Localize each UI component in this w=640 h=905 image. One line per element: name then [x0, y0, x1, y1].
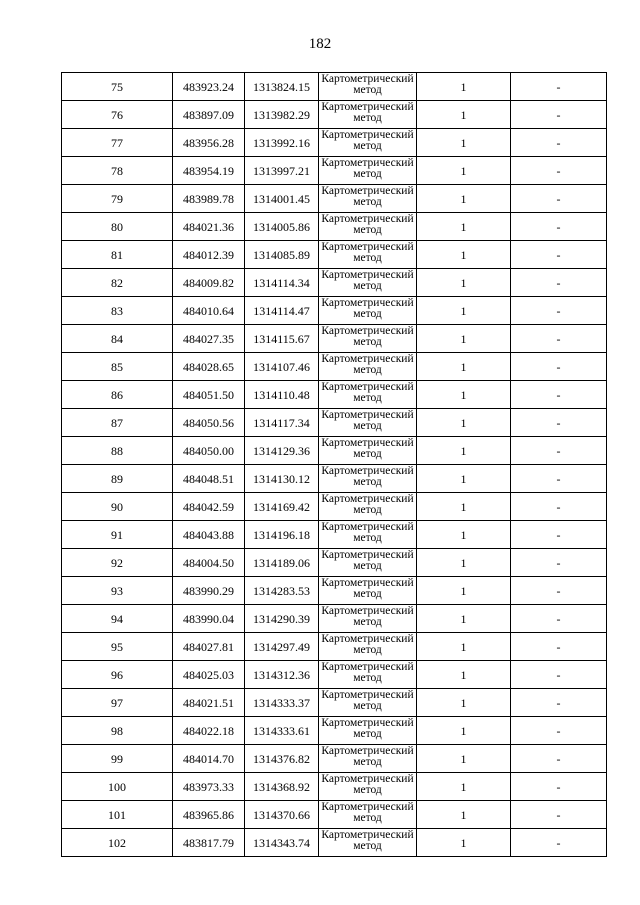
- note-cell: -: [511, 297, 607, 325]
- accuracy-cell: 1: [417, 521, 511, 549]
- accuracy-cell: 1: [417, 549, 511, 577]
- method-cell: Картометрический метод: [319, 801, 417, 829]
- point-number-cell: 85: [62, 353, 173, 381]
- table-row: [62, 437, 607, 465]
- x-coordinate-cell: 484028.65: [173, 353, 245, 381]
- accuracy-cell: 1: [417, 801, 511, 829]
- method-cell: Картометрический метод: [319, 409, 417, 437]
- accuracy-cell: 1: [417, 493, 511, 521]
- point-number-cell: 82: [62, 269, 173, 297]
- note-cell: -: [511, 185, 607, 213]
- table-row: [62, 157, 607, 185]
- y-coordinate-cell: 1314115.67: [245, 325, 319, 353]
- method-cell: Картометрический метод: [319, 297, 417, 325]
- point-number-cell: 98: [62, 717, 173, 745]
- note-cell: -: [511, 129, 607, 157]
- accuracy-cell: 1: [417, 437, 511, 465]
- point-number-cell: 80: [62, 213, 173, 241]
- accuracy-cell: 1: [417, 269, 511, 297]
- x-coordinate-cell: 484014.70: [173, 745, 245, 773]
- table-row: [62, 325, 607, 353]
- accuracy-cell: 1: [417, 717, 511, 745]
- note-cell: -: [511, 101, 607, 129]
- note-cell: -: [511, 829, 607, 857]
- x-coordinate-cell: 484050.56: [173, 409, 245, 437]
- note-cell: -: [511, 73, 607, 101]
- method-cell: Картометрический метод: [319, 661, 417, 689]
- table-row: [62, 353, 607, 381]
- note-cell: -: [511, 157, 607, 185]
- accuracy-cell: 1: [417, 353, 511, 381]
- note-cell: -: [511, 381, 607, 409]
- x-coordinate-cell: 483990.04: [173, 605, 245, 633]
- table-row: [62, 493, 607, 521]
- accuracy-cell: 1: [417, 157, 511, 185]
- y-coordinate-cell: 1314117.34: [245, 409, 319, 437]
- note-cell: -: [511, 521, 607, 549]
- point-number-cell: 99: [62, 745, 173, 773]
- note-cell: -: [511, 745, 607, 773]
- table-row: [62, 381, 607, 409]
- y-coordinate-cell: 1314107.46: [245, 353, 319, 381]
- point-number-cell: 102: [62, 829, 173, 857]
- method-cell: Картометрический метод: [319, 213, 417, 241]
- accuracy-cell: 1: [417, 129, 511, 157]
- table-row: [62, 129, 607, 157]
- method-cell: Картометрический метод: [319, 101, 417, 129]
- y-coordinate-cell: 1314283.53: [245, 577, 319, 605]
- table-row: [62, 409, 607, 437]
- method-cell: Картометрический метод: [319, 577, 417, 605]
- method-cell: Картометрический метод: [319, 465, 417, 493]
- accuracy-cell: 1: [417, 465, 511, 493]
- method-cell: Картометрический метод: [319, 493, 417, 521]
- method-cell: Картометрический метод: [319, 381, 417, 409]
- y-coordinate-cell: 1314085.89: [245, 241, 319, 269]
- x-coordinate-cell: 484010.64: [173, 297, 245, 325]
- y-coordinate-cell: 1314333.37: [245, 689, 319, 717]
- method-cell: Картометрический метод: [319, 717, 417, 745]
- accuracy-cell: 1: [417, 325, 511, 353]
- y-coordinate-cell: 1314370.66: [245, 801, 319, 829]
- table-row: [62, 269, 607, 297]
- method-cell: Картометрический метод: [319, 437, 417, 465]
- x-coordinate-cell: 483989.78: [173, 185, 245, 213]
- method-cell: Картометрический метод: [319, 549, 417, 577]
- x-coordinate-cell: 484022.18: [173, 717, 245, 745]
- x-coordinate-cell: 483923.24: [173, 73, 245, 101]
- y-coordinate-cell: 1313997.21: [245, 157, 319, 185]
- note-cell: -: [511, 241, 607, 269]
- accuracy-cell: 1: [417, 605, 511, 633]
- accuracy-cell: 1: [417, 381, 511, 409]
- page-number: 182: [308, 36, 332, 52]
- table-row: [62, 213, 607, 241]
- table-row: [62, 661, 607, 689]
- accuracy-cell: 1: [417, 409, 511, 437]
- y-coordinate-cell: 1314129.36: [245, 437, 319, 465]
- x-coordinate-cell: 483954.19: [173, 157, 245, 185]
- y-coordinate-cell: 1314196.18: [245, 521, 319, 549]
- accuracy-cell: 1: [417, 241, 511, 269]
- x-coordinate-cell: 484004.50: [173, 549, 245, 577]
- point-number-cell: 94: [62, 605, 173, 633]
- x-coordinate-cell: 483973.33: [173, 773, 245, 801]
- method-cell: Картометрический метод: [319, 157, 417, 185]
- x-coordinate-cell: 484048.51: [173, 465, 245, 493]
- point-number-cell: 78: [62, 157, 173, 185]
- point-number-cell: 87: [62, 409, 173, 437]
- note-cell: -: [511, 661, 607, 689]
- x-coordinate-cell: 484027.81: [173, 633, 245, 661]
- point-number-cell: 93: [62, 577, 173, 605]
- point-number-cell: 83: [62, 297, 173, 325]
- point-number-cell: 101: [62, 801, 173, 829]
- x-coordinate-cell: 484042.59: [173, 493, 245, 521]
- x-coordinate-cell: 483817.79: [173, 829, 245, 857]
- point-number-cell: 91: [62, 521, 173, 549]
- point-number-cell: 77: [62, 129, 173, 157]
- method-cell: Картометрический метод: [319, 689, 417, 717]
- x-coordinate-cell: 484043.88: [173, 521, 245, 549]
- table-row: [62, 465, 607, 493]
- y-coordinate-cell: 1314343.74: [245, 829, 319, 857]
- accuracy-cell: 1: [417, 633, 511, 661]
- x-coordinate-cell: 484021.51: [173, 689, 245, 717]
- note-cell: -: [511, 605, 607, 633]
- method-cell: Картометрический метод: [319, 241, 417, 269]
- note-cell: -: [511, 717, 607, 745]
- table-row: [62, 185, 607, 213]
- table-row: [62, 745, 607, 773]
- table-row: [62, 241, 607, 269]
- x-coordinate-cell: 484051.50: [173, 381, 245, 409]
- note-cell: -: [511, 549, 607, 577]
- y-coordinate-cell: 1314297.49: [245, 633, 319, 661]
- table-row: [62, 73, 607, 101]
- y-coordinate-cell: 1313982.29: [245, 101, 319, 129]
- table-row: [62, 633, 607, 661]
- accuracy-cell: 1: [417, 213, 511, 241]
- table-row: [62, 577, 607, 605]
- x-coordinate-cell: 484009.82: [173, 269, 245, 297]
- table-row: [62, 549, 607, 577]
- x-coordinate-cell: 484025.03: [173, 661, 245, 689]
- note-cell: -: [511, 325, 607, 353]
- x-coordinate-cell: 484050.00: [173, 437, 245, 465]
- y-coordinate-cell: 1314189.06: [245, 549, 319, 577]
- note-cell: -: [511, 493, 607, 521]
- x-coordinate-cell: 483990.29: [173, 577, 245, 605]
- table-row: [62, 297, 607, 325]
- method-cell: Картометрический метод: [319, 353, 417, 381]
- point-number-cell: 95: [62, 633, 173, 661]
- accuracy-cell: 1: [417, 689, 511, 717]
- y-coordinate-cell: 1314114.34: [245, 269, 319, 297]
- method-cell: Картометрический метод: [319, 773, 417, 801]
- accuracy-cell: 1: [417, 185, 511, 213]
- accuracy-cell: 1: [417, 297, 511, 325]
- point-number-cell: 84: [62, 325, 173, 353]
- point-number-cell: 100: [62, 773, 173, 801]
- accuracy-cell: 1: [417, 829, 511, 857]
- method-cell: Картометрический метод: [319, 73, 417, 101]
- y-coordinate-cell: 1314290.39: [245, 605, 319, 633]
- point-number-cell: 86: [62, 381, 173, 409]
- x-coordinate-cell: 484021.36: [173, 213, 245, 241]
- y-coordinate-cell: 1314333.61: [245, 717, 319, 745]
- note-cell: -: [511, 633, 607, 661]
- table-row: [62, 521, 607, 549]
- accuracy-cell: 1: [417, 773, 511, 801]
- point-number-cell: 75: [62, 73, 173, 101]
- y-coordinate-cell: 1314001.45: [245, 185, 319, 213]
- y-coordinate-cell: 1313824.15: [245, 73, 319, 101]
- table-row: [62, 801, 607, 829]
- note-cell: -: [511, 465, 607, 493]
- table-row: [62, 717, 607, 745]
- x-coordinate-cell: 484027.35: [173, 325, 245, 353]
- table-row: [62, 773, 607, 801]
- table-row: [62, 605, 607, 633]
- method-cell: Картометрический метод: [319, 829, 417, 857]
- x-coordinate-cell: 483965.86: [173, 801, 245, 829]
- note-cell: -: [511, 801, 607, 829]
- accuracy-cell: 1: [417, 101, 511, 129]
- method-cell: Картометрический метод: [319, 605, 417, 633]
- point-number-cell: 88: [62, 437, 173, 465]
- y-coordinate-cell: 1314130.12: [245, 465, 319, 493]
- table-row: [62, 829, 607, 857]
- point-number-cell: 97: [62, 689, 173, 717]
- point-number-cell: 92: [62, 549, 173, 577]
- note-cell: -: [511, 437, 607, 465]
- table-row: [62, 689, 607, 717]
- method-cell: Картометрический метод: [319, 745, 417, 773]
- note-cell: -: [511, 773, 607, 801]
- x-coordinate-cell: 483956.28: [173, 129, 245, 157]
- point-number-cell: 96: [62, 661, 173, 689]
- point-number-cell: 76: [62, 101, 173, 129]
- note-cell: -: [511, 689, 607, 717]
- y-coordinate-cell: 1314114.47: [245, 297, 319, 325]
- y-coordinate-cell: 1314110.48: [245, 381, 319, 409]
- accuracy-cell: 1: [417, 73, 511, 101]
- point-number-cell: 81: [62, 241, 173, 269]
- note-cell: -: [511, 353, 607, 381]
- accuracy-cell: 1: [417, 577, 511, 605]
- point-number-cell: 89: [62, 465, 173, 493]
- y-coordinate-cell: 1314312.36: [245, 661, 319, 689]
- y-coordinate-cell: 1314005.86: [245, 213, 319, 241]
- method-cell: Картометрический метод: [319, 269, 417, 297]
- point-number-cell: 79: [62, 185, 173, 213]
- note-cell: -: [511, 269, 607, 297]
- method-cell: Картометрический метод: [319, 129, 417, 157]
- method-cell: Картометрический метод: [319, 185, 417, 213]
- accuracy-cell: 1: [417, 661, 511, 689]
- table-row: [62, 101, 607, 129]
- x-coordinate-cell: 483897.09: [173, 101, 245, 129]
- y-coordinate-cell: 1313992.16: [245, 129, 319, 157]
- y-coordinate-cell: 1314376.82: [245, 745, 319, 773]
- y-coordinate-cell: 1314368.92: [245, 773, 319, 801]
- method-cell: Картометрический метод: [319, 633, 417, 661]
- y-coordinate-cell: 1314169.42: [245, 493, 319, 521]
- method-cell: Картометрический метод: [319, 521, 417, 549]
- note-cell: -: [511, 213, 607, 241]
- note-cell: -: [511, 577, 607, 605]
- coordinates-table-body: [62, 73, 607, 857]
- accuracy-cell: 1: [417, 745, 511, 773]
- point-number-cell: 90: [62, 493, 173, 521]
- note-cell: -: [511, 409, 607, 437]
- x-coordinate-cell: 484012.39: [173, 241, 245, 269]
- method-cell: Картометрический метод: [319, 325, 417, 353]
- coordinates-table: [61, 72, 607, 857]
